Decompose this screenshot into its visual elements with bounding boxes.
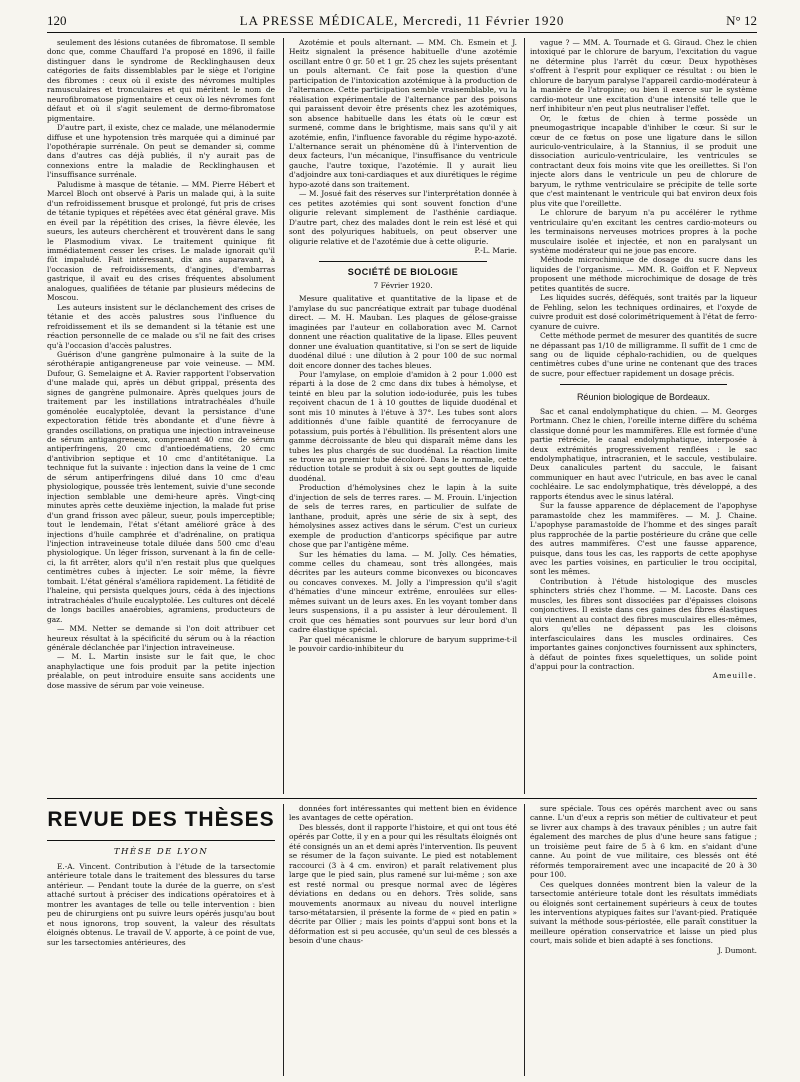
horizontal-divider: [47, 798, 757, 799]
paragraph: Les auteurs insistent sur le déclanchement des crises de tétanie et des accès palustres sous l'influence du refroidissement et ils se demandent si la tétanie est une réaction personnelle de ce malade ou s'il ne fait des crises qu'à l'occasion d'accès palustres.: [47, 302, 275, 350]
section-date: 7 Février 1920.: [373, 280, 433, 290]
paragraph: Sur la fausse apparence de déplacement de l'apophyse paramastoïde chez les mammifères. — M. J. Chaine. L'apophyse paramastoïde de l'homme et des singes paraît plus rapprochée de la partie postérieure du crâne que celle des autres mammifères. C'est une fausse apparence, puisque, dans tous les cas, les rapports de cette apophyse avec les parties voisines, en particulier le trou occipital, sont les mêmes.: [530, 501, 757, 577]
column-separator: [524, 38, 525, 794]
page-header: [47, 10, 757, 33]
column-separator: [524, 804, 525, 1076]
section-rule: [560, 384, 727, 385]
paragraph: Ces quelques données montrent bien la valeur de la tarsectomie antérieure totale dont les résultats immédiats ou éloignés sont certainement supérieurs à ceux de toutes les interventions atypiques faites sur l'avant-pied. Pratiquée suivant la méthode sous-périostée, elle paraît constituer la meilleure opération conservatrice et laisse un pied plus court, mais solide et bien adapté à ses fonctions.: [530, 879, 757, 946]
section-title: Réunion biologique de Bordeaux.: [576, 392, 711, 403]
paragraph: E.-A. Vincent. Contribution à l'étude de la tarsectomie antérieure totale dans le traitement des blessures du tarse antérieur. — Pendant toute la durée de la guerre, on s'est attaché surtout à préciser des indications opératoires et à montrer les avantages de telle ou telle intervention : bien peu de chirurgiens ont pu suivre leurs opérés jusqu'au bout et nous ignorons, trop souvent, la valeur des résultats éloignés obtenus. Le travail de V. apporte, à ce point de vue, sur les tarsectomies antérieures, des: [47, 862, 275, 947]
signature: P.-L. Marie.: [474, 245, 517, 255]
paragraph: Azotémie et pouls alternant. — MM. Ch. Esmein et J. Heitz signalent la présence habituelle d'une azotémie oscillant entre 0 gr. 50 et 1 gr. 25 chez les sujets présentant un pouls alternant. Ce fait pose la question d'une participation de l'intoxication azotémique à la production de l'alternance. Cette participation semble vraisemblable, vu la réalisation expérimentale de l'alternance par des poisons qui paraissent devoir être présents chez les azotémiques, son absence habituelle dans les états où le cœur est surmené, comme dans le brightisme, mais sans qu'il y ait azotémie, enfin, l'influence favorable du régime hypo-azoté. L'alternance serait un phénomène dû à l'intervention de deux facteurs, l'un mécanique, l'insuffisance du ventricule gauche, l'autre toxique, l'azotémie. Il y aurait lieu d'adjoindre aux toni-cardiaques et aux diurétiques le régime hypo-azoté dans son traitement.: [289, 38, 517, 189]
paragraph: Sur les hématies du lama. — M. Jolly. Ces hématies, comme celles du chameau, sont très allongées, mais décrites par les auteurs comme biconvexes ou biconcaves ou concaves convexes. M. Jolly a l'impression qu'il s'agit d'hématies d'une minceur extrême, enroulées sur elles-mêmes suivant un de leurs axes. En les voyant tomber dans leurs suspensions, il a pu assister à leur déroulement. Il croit que ces hématies sont pourvues sur leur bord d'un cadre élastique spécial.: [289, 549, 517, 635]
paragraph: Méthode microchimique de dosage du sucre dans les liquides de l'organisme. — MM. R. Goiffon et F. Nepveux proposent une méthode microchimique de dosage de très petites quantités de sucre.: [530, 255, 757, 293]
revue-column-1: [47, 862, 275, 1076]
title-rule: [47, 840, 275, 841]
column-2: [289, 38, 517, 794]
paragraph: Cette méthode permet de mesurer des quantités de sucre ne dépassant pas 1/10 de milligramme. Il suffit de 1 cmc de sang ou de liquide céphalo-rachidien, ou de quelques centimètres cubes d'une urine ne contenant que des traces de sucre, pour effectuer rapidement un dosage précis.: [530, 331, 757, 378]
paragraph: Sac et canal endolymphatique du chien. — M. Georges Portmann. Chez le chien, l'oreille interne diffère du schéma classique donné pour les mammifères. Elle est formée d'une partie rétrécie, le canal endolymphatique, interposée à deux extrémités progressivement renflées : le sac endolymphatique, intracranien, et le saccule, vestibulaire. Deux canalicules partent du saccule, le faisant communiquer en haut avec l'utricule, en bas avec le canal cochléaire. Le sac endolymphatique, très développé, a des rapports étendus avec le sinus latéral.: [530, 406, 757, 501]
column-3: [530, 38, 757, 794]
paragraph: Or, le fœtus de chien à terme possède un pneumogastrique incapable d'inhiber le cœur. Si sur le cœur de ce fœtus on pose une ligature dans le sillon auriculo-ventriculaire, à la Stannius, il se produit une dissociation auriculo-ventriculaire, les ventricules se contractant deux fois moins vite que les oreillettes. Si l'on injecte alors dans le ventricule un peu de chlorure de baryum, le rythme ventriculaire se précipite de telle sorte que c'est maintenant le ventricule qui bat environ deux fois plus vite que l'oreillette.: [530, 113, 757, 208]
page-number: 120: [47, 13, 67, 28]
paragraph: Pour l'amylase, on emploie d'amidon à 2 pour 1.000 est réparti à la dose de 2 cmc dans dix tubes à hémolyse, et teinté en bleu par la solution iodo-iodurée, puis les tubes reçoivent chacun de 1 à 10 gouttes de liquide duodénal et sont mis 10 minutes à l'étuve à 37°. Les tubes sont alors additionnés d'une faible quantité de ferrocyanure de potassium, puis portés à l'ébullition. Ils présentent alors une gamme décroissante de bleu qui disparaît même dans les tubes les plus chargés de suc duodénal. La réaction limite se trouve au premier tube décoloré. Dans le normale, cette réduction totale se produit à six ou sept gouttes de liquide duodénal.: [289, 369, 517, 483]
revue-subtitle: THÈSE DE LYON: [113, 847, 209, 857]
column-separator: [283, 804, 284, 1076]
journal-title: LA PRESSE MÉDICALE, Mercredi, 11 Février 1920: [239, 13, 565, 28]
paragraph: Mesure qualitative et quantitative de la lipase et de l'amylase du suc pancréatique extrait par tubage duodénal direct. — M. H. Mauban. Les plaques de gélose-graisse imaginées par l'auteur en collaboration avec M. Carnot donnent une réaction qualitative de la lipase. Elles peuvent donner une évaluation quantitative, si l'on se sert de liquide duodénal dilué : une dilution à 2 pour 100 de suc normal doit encore donner des taches bleues.: [289, 294, 517, 370]
revue-column-2: [289, 804, 517, 1076]
paragraph: — M. L. Martin insiste sur le fait que, le choc anaphylactique une fois produit par la petite injection préalable, on peut introduire ensuite sans accidents une dose massive de sérum par voie veineuse.: [47, 652, 275, 690]
paragraph: données fort intéressantes qui mettent bien en évidence les avantages de cette opération.: [289, 804, 517, 823]
signature: J. Dumont.: [717, 945, 757, 955]
column-separator: [283, 38, 284, 794]
paragraph: Les liquides sucrés, déféqués, sont traités par la liqueur de Fehling, selon les techniques ordinaires, et l'oxyde de cuivre produit est dosé colorimétriquement à l'état de ferro-cyanure de cuivre.: [530, 293, 757, 331]
section-title: SOCIÉTÉ DE BIOLOGIE: [347, 267, 459, 278]
revue-column-3: [530, 804, 757, 1076]
column-1: [47, 38, 275, 794]
issue-number: N° 12: [726, 13, 757, 28]
revue-title: REVUE DES THÈSES: [47, 808, 275, 831]
paragraph: Par quel mécanisme le chlorure de baryum supprime-t-il le pouvoir cardio-inhibiteur du: [289, 634, 517, 654]
paragraph: Le chlorure de baryum n'a pu accélérer le rythme ventriculaire qu'en excitant les centres cardio-moteurs ou les terminaisons nerveuses motrices propres à la poche musculaire isolée et injectée, et non en paralysant un système modérateur qui ne joue pas encore.: [530, 208, 757, 255]
paragraph: — M. Josué fait des réserves sur l'interprétation donnée à ces petites azotémies qui sont souvent fonction d'une oligurie relevant simplement de l'asthénie cardiaque. D'autre part, chez des malades dont le rein est lésé et qui sont des polyuriques habituels, on peut observer une oligurie relative et de l'azotémie due à cette oligurie.: [289, 189, 517, 246]
paragraph: — MM. Netter se demande si l'on doit attribuer cet heureux résultat à la spécificité du sérum ou à la réaction générale déclanchée par l'injection intraveineuse.: [47, 624, 275, 652]
paragraph: seulement des lésions cutanées de fibromatose. Il semble donc que, comme Chauffard l'a proposé en 1896, il faille distinguer dans le syndrome de Recklinghausen deux catégories de faits dissemblables par le siège et l'origine des fibromes : ceux où il existe des névromes multiples ramusculaires et tronculaires et qui méritent le nom de neurofibromatose pigmentaire et ceux où les névromes font défaut et où il s'agit seulement de dermo-fibromatose pigmentaire.: [47, 38, 275, 123]
paragraph: Contribution à l'étude histologique des muscles sphincters striés chez l'homme. — M. Lacoste. Dans ces muscles, les fibres sont dissociées par d'épaisses cloisons conjonctives. Il existe dans ces gaines des fibres élastiques qui viennent au contact des fibres musculaires elles-mêmes, alors qu'elles ne dépassent pas les cloisons interfasciculaires dans les muscles ordinaires. Ces importantes gaines conjonctives fournissent aux sphincters, à défaut de pointes fixes squelettiques, un solide point d'appui pour la contraction.: [530, 576, 757, 671]
paragraph: Production d'hémolysines chez le lapin à la suite d'injection de sels de terres rares. — M. Frouin. L'injection de sels de terres rares, en particulier de sulfate de lanthane, produit, après une série de six à sept, des hémolysines assez actives dans le sérum. C'est un curieux exemple de production d'anticorps spécifique par autre chose que par l'antigène même.: [289, 483, 517, 550]
paragraph: Guérison d'une gangrène pulmonaire à la suite de la sérothérapie antigangreneuse par voie veineuse. — MM. Dufour, G. Semelaigne et A. Ravier rapportent l'observation d'une malade qui, après un début grippal, présenta des signes de gangrène pulmonaire. Après quelques jours de traitement par les instillations intratrachéales d'huile goménolée eucalyptolée, devant la persistance d'une expectoration fétide très abondante et d'une fièvre à grandes oscillations, on pratiqua une injection intraveineuse de sérum antigangreneux, comprenant 40 cmc de sérum antiperfringens, 20 cmc d'antioedématiens, 20 cmc d'antivibrion septique et 10 cmc d'antitétanique. La technique fut la suivante : injection dans la veine de 1 cmc de sérum antiperfringens dilué dans 10 cmc d'eau physiologique, poussée très lentement, suivie d'une seconde injection semblable une demi-heure après. Vingt-cinq minutes après cette deuxième injection, la malade fut prise d'un grand frisson avec pâleur, sueur, pouls imperceptible; tout le lendemain, l'état s'étant amélioré grâce à des injections d'huile camphrée et d'adrénaline, on pratiqua l'injection intraveineuse totale diluée dans 500 cmc d'eau physiologique. Un léger frisson, survenant à la fin de celle-ci, la fit arrêter, alors qu'il n'en restait plus que quelques centimètres cubes à injecter. Le soir même, la fièvre tombait. L'état général s'améliora rapidement. La fétidité de l'haleine, qui persista quelques jours, céda à des injections intratrachéales d'huile eucalyptolée. Les cultures ont décelé de longs bacilles anaérobies, agramiens, producteurs de gaz.: [47, 349, 275, 624]
paragraph: Paludisme à masque de tétanie. — MM. Pierre Hébert et Marcel Bloch ont observé à Paris un malade qui, à la suite d'un refroidissement brusque et prolongé, fut pris de crises de tétanie typiques et répétées avec état général grave. Mis en éveil par la répétition des crises, la fièvre élevée, les sueurs, les auteurs cherchèrent et trouvèrent dans le sang le Plasmodium vivax. Le traitement quinique fit immédiatement cesser les crises. Le malade ignorait qu'il fût impaludé. Fait intéressant, dix ans auparavant, à l'occasion de refroidissements, d'angines, d'embarras gastrique, il avait eu des crises fréquentes absolument analogues, qualifiées de tétanie par plusieurs médecins de Moscou.: [47, 179, 275, 303]
paragraph: sure spéciale. Tous ces opérés marchent avec ou sans canne. L'un d'eux a repris son métier de cultivateur et peut se livrer aux champs à des travaux pénibles ; un autre fait également des marches de plus d'une heure sans fatigue ; un troisième peut faire de 5 à 6 km. en s'aidant d'une canne. Au point de vue militaire, ces blessés ont été réformés temporairement avec une incapacité de 20 à 30 pour 100.: [530, 804, 757, 880]
paragraph: Des blessés, dont il rapporte l'histoire, et qui ont tous été opérés par Cotte, il y en a pour qui les résultats éloignés ont été consignés un an et demi après l'intervention. Ils peuvent se résumer de la façon suivante. Le pied est notablement raccourci (3 à 4 cm. environ) et paraît relativement plus large que le pied sain, plus ramené sur lui-même ; son axe est resté normal ou presque normal avec de légères déviations en dedans ou en dehors. Très solide, sans mouvements anormaux au niveau du nouvel interligne tarso-métatarsien, il présente la forme de « pied en patin » décrite par Ollier ; mais les points d'appui sont bons et la déformation est si peu accusée, qu'un seul de ces blessés a besoin d'une chaus-: [289, 822, 517, 946]
paragraph: D'autre part, il existe, chez ce malade, une mélanodermie diffuse et une hypotension très marquée qui a diminué par l'opothérapie surrénale. On peut se demander si, comme dans d'autres cas déjà publiés, il n'y aurait pas de connexions entre la maladie de Recklinghausen et l'insuffisance surrénale.: [47, 123, 275, 180]
paragraph: vague ? — MM. A. Tournade et G. Giraud. Chez le chien intoxiqué par le chlorure de baryum, l'excitation du vague ne détermine plus l'arrêt du cœur. Deux hypothèses s'offrent à l'esprit pour expliquer ce résultat : ou bien le chlorure de baryum paralyse l'appareil cardio-modérateur à la manière de l'atropine; ou bien il exerce sur le système cardio-moteur une excitation d'une intensité telle que le nerf inhibiteur n'en peut plus neutraliser l'effet.: [530, 38, 757, 114]
signature: Ameuille.: [712, 671, 757, 681]
section-rule: [319, 261, 487, 262]
